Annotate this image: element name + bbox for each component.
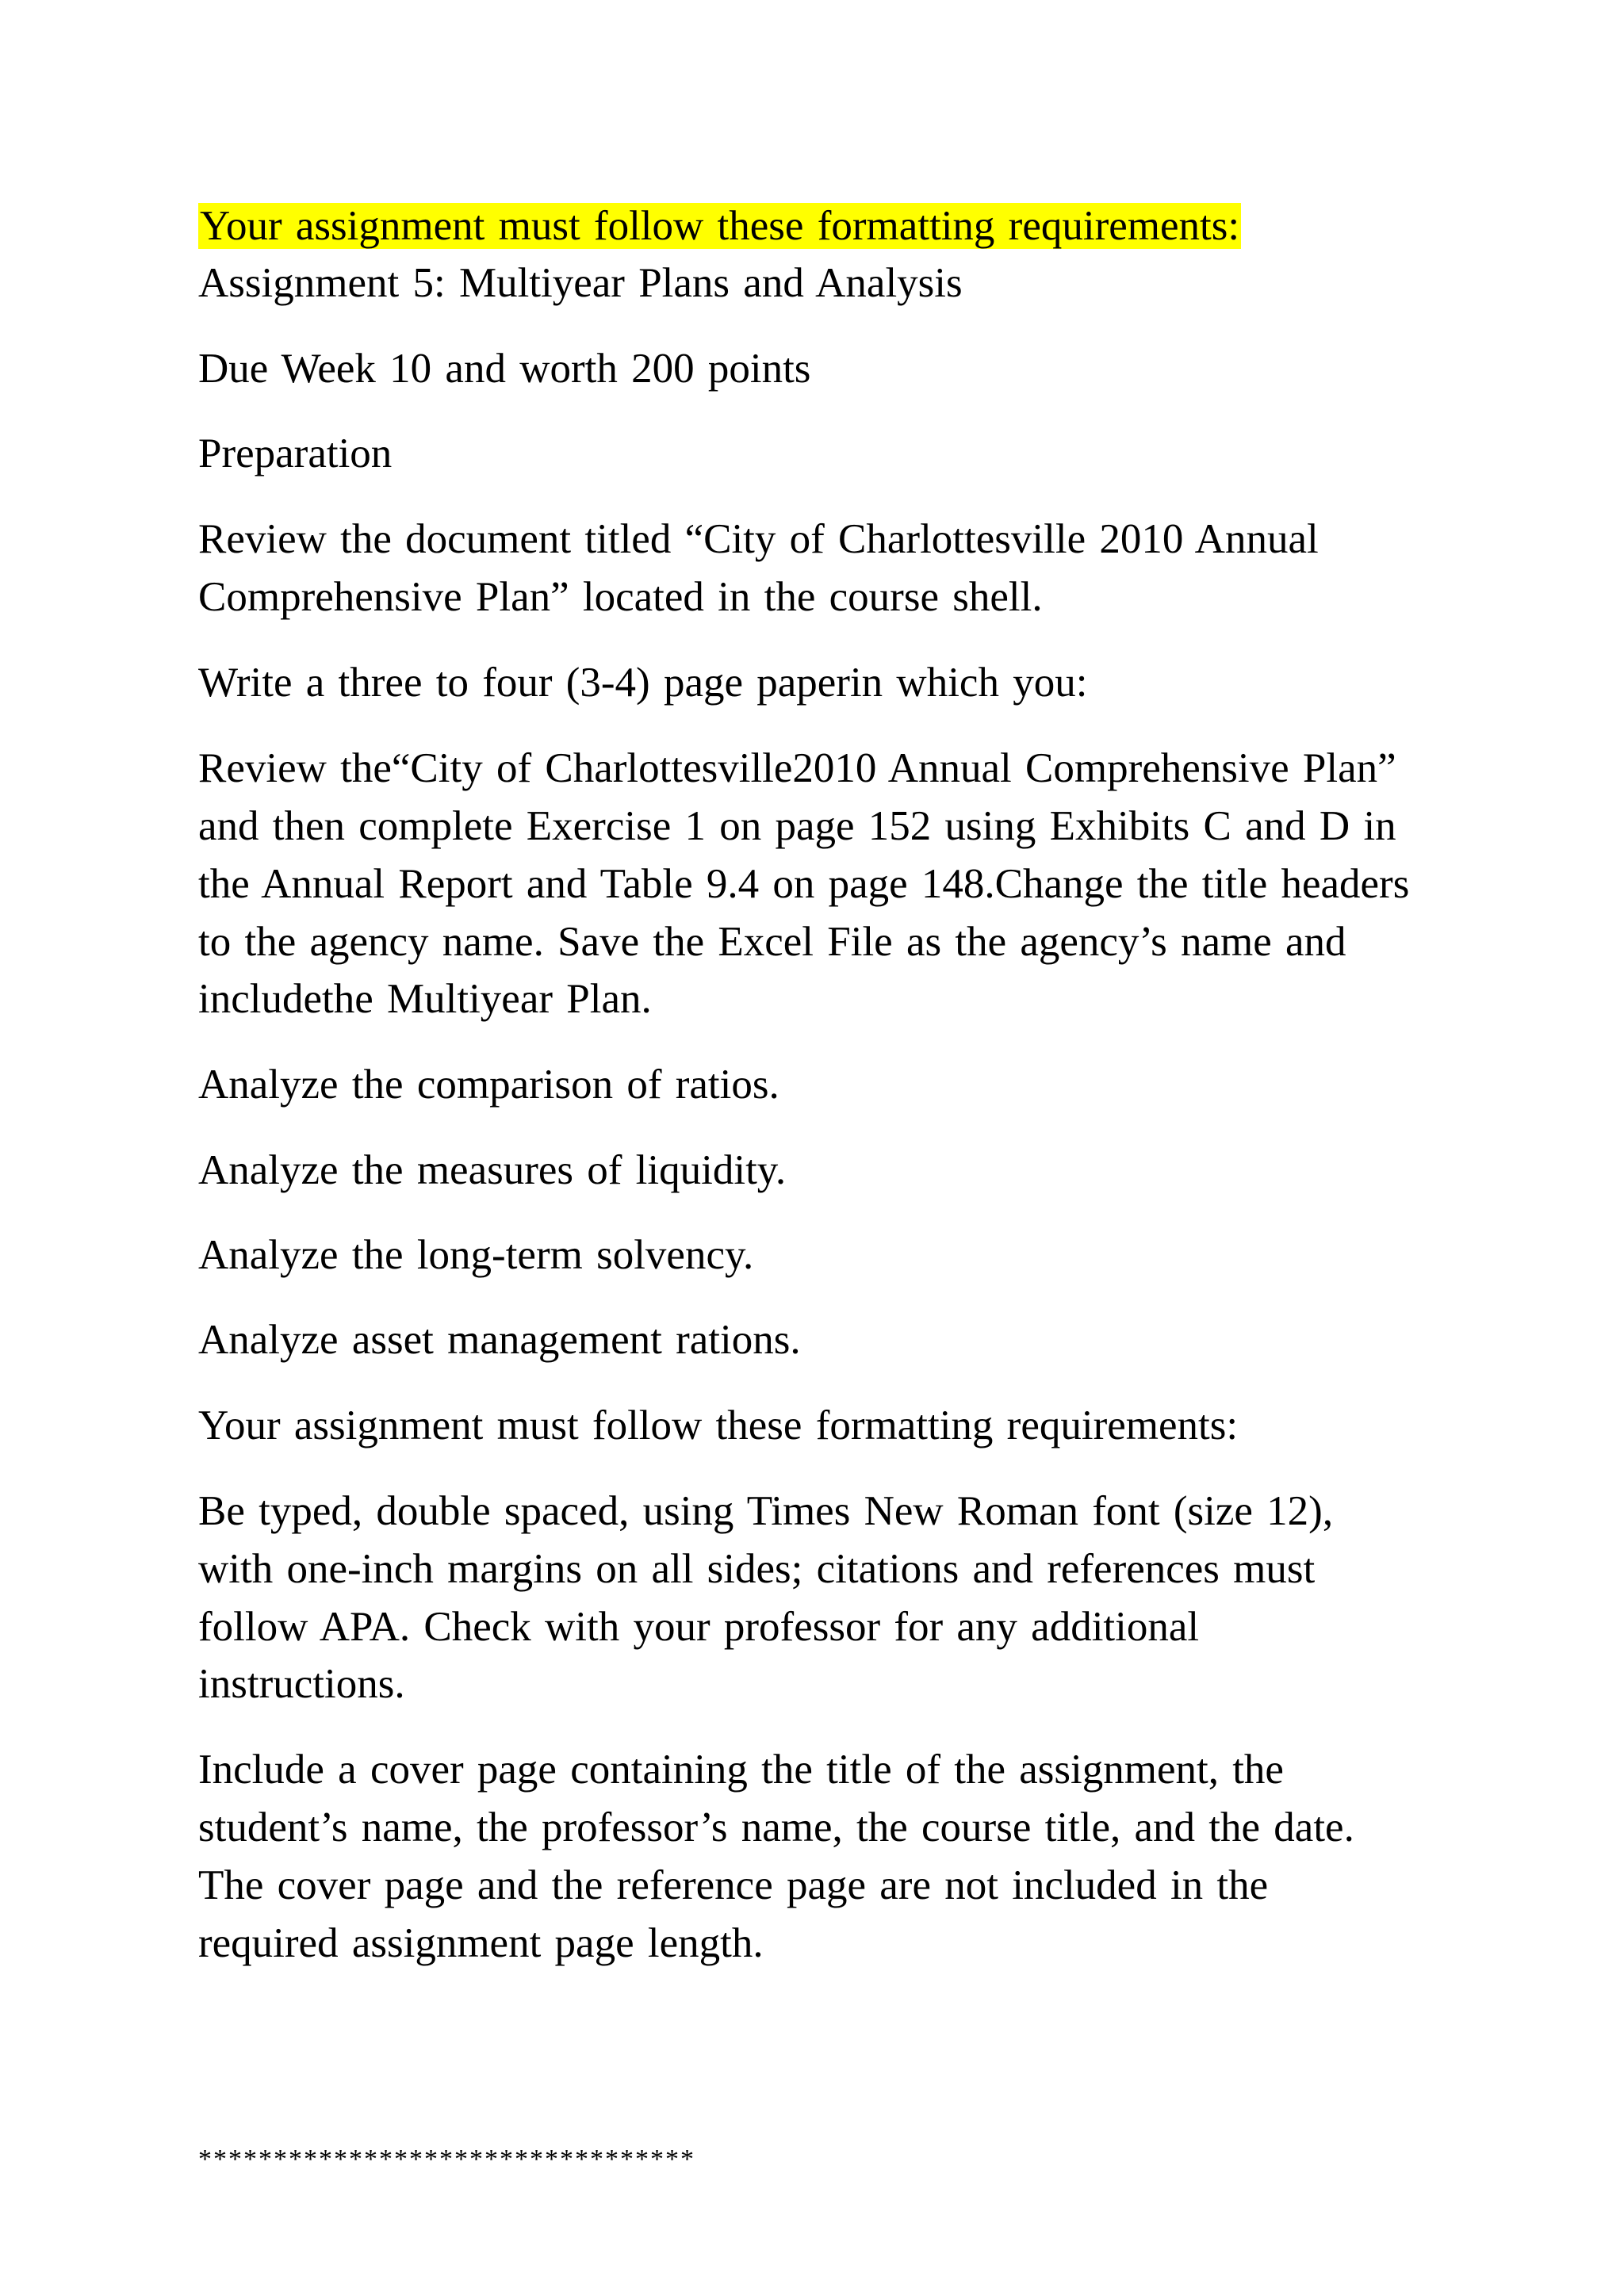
write-paragraph: Write a three to four (3-4) page paperin which you:	[198, 660, 1088, 706]
exercise-paragraph-line: Review the“City of Charlottesville2010 Annual Comprehensive Plan”	[198, 745, 1396, 791]
review-paragraph-line: Comprehensive Plan” located in the course shell.	[198, 574, 1043, 620]
cover-paragraph-line: The cover page and the reference page are not included in the	[198, 1862, 1269, 1908]
preparation-heading: Preparation	[198, 430, 393, 476]
exercise-paragraph-line: includethe Multiyear Plan.	[198, 976, 652, 1022]
formatting-paragraph-line: Be typed, double spaced, using Times New Roman font (size 12),	[198, 1488, 1334, 1534]
cover-paragraph-line: Include a cover page containing the title of the assignment, the	[198, 1747, 1284, 1793]
analyze-item: Analyze asset management rations.	[198, 1317, 801, 1363]
exercise-paragraph-line: and then complete Exercise 1 on page 152 using Exhibits C and D in	[198, 803, 1396, 849]
highlighted-heading-text: Your assignment must follow these formatting requirements:	[200, 203, 1240, 249]
assignment-title: Assignment 5: Multiyear Plans and Analysis	[198, 260, 963, 306]
analyze-item: Analyze the measures of liquidity.	[198, 1147, 787, 1193]
due-line: Due Week 10 and worth 200 points	[198, 346, 811, 392]
cover-paragraph-line: student’s name, the professor’s name, the course title, and the date.	[198, 1804, 1354, 1850]
analyze-item: Analyze the long-term solvency.	[198, 1232, 754, 1278]
exercise-paragraph-line: the Annual Report and Table 9.4 on page 148.Change the title headers	[198, 861, 1410, 907]
analyze-item: Analyze the comparison of ratios.	[198, 1062, 779, 1108]
separator-asterisks: *********************************	[198, 2145, 695, 2174]
highlighted-heading	[198, 197, 1241, 255]
cover-paragraph-line: required assignment page length.	[198, 1920, 764, 1966]
exercise-paragraph-line: to the agency name. Save the Excel File as the agency’s name and	[198, 919, 1346, 965]
formatting-paragraph-line: with one-inch margins on all sides; citations and references must	[198, 1546, 1316, 1592]
formatting-paragraph-line: follow APA. Check with your professor for any additional	[198, 1604, 1200, 1650]
review-paragraph-line: Review the document titled “City of Charlottesville 2010 Annual	[198, 516, 1319, 562]
formatting-heading: Your assignment must follow these formatting requirements:	[198, 1402, 1239, 1448]
formatting-paragraph-line: instructions.	[198, 1661, 405, 1707]
